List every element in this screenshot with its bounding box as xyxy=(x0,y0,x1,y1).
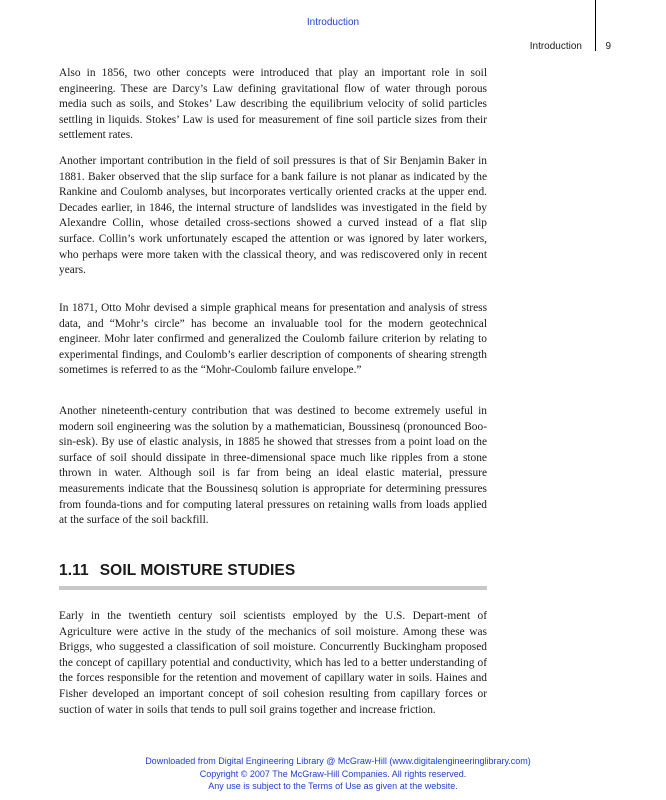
top-chapter-link[interactable]: Introduction xyxy=(306,17,360,28)
header-vertical-rule xyxy=(595,0,596,51)
paragraph-soil-moisture: Early in the twentieth century soil scientists employed by the U.S. Depart-ment of Agriculture were active in the study of the mechanics of soil moisture. Among these was Briggs, who suggested a classification of soil moisture. Concurrently Buckingham proposed the concept of capillary potential and conductivity, which has led to a better understanding of the forces responsible for the retention and movement of capillary water in soils. Haines and Fisher developed an important concept of soil cohesion resulting from capillary forces or suction of water in soils that tends to pull soil grains together and increase friction. xyxy=(59,610,487,716)
page-number: 9 xyxy=(605,41,611,52)
paragraph-mohr: In 1871, Otto Mohr devised a simple graphical means for presentation and analysis of stress data, and “Mohr’s circle” has become an invaluable tool for the modern geotechnical engineer. Mohr later confirmed and generalized the Coulomb failure criterion by relating to experimental findings, and Coulomb’s earlier description of components of shearing strength sometimes is referred to as the “Mohr-Coulomb failure envelope.” xyxy=(59,302,487,377)
footer-copyright[interactable]: Copyright © 2007 The McGraw-Hill Companies. All rights reserved. xyxy=(199,768,467,779)
footer xyxy=(0,755,666,793)
section-heading xyxy=(59,562,295,580)
paragraph-baker-collin: Another important contribution in the field of soil pressures is that of Sir Benjamin Baker in 1881. Baker observed that the slip surface for a bank failure is not planar as indicated by the Rankine and Coulomb analyses, but incorporates vertically oriented cracks at the upper end. Decades earlier, in 1846, the internal structure of landslides was investigated in the field by Alexandre Collin, whose detailed cross-sections showed a curved instead of a flat slip surface. Collin’s work unfortunately escaped the attention or was ignored by later workers, who perhaps were more taken with the classical theory, and was rediscovered only in recent years. xyxy=(59,155,487,277)
section-title: SOIL MOISTURE STUDIES xyxy=(99,562,296,579)
running-header xyxy=(0,40,666,54)
footer-download-link[interactable]: Downloaded from Digital Engineering Library @ McGraw-Hill (www.digitalengineeringlibrary.com) xyxy=(145,756,531,766)
running-header-title: Introduction xyxy=(529,41,582,52)
footer-terms[interactable]: Any use is subject to the Terms of Use as given at the website. xyxy=(208,781,458,791)
section-rule xyxy=(59,586,487,590)
section-number: 1.11 xyxy=(59,562,89,579)
paragraph-darcy-stokes: Also in 1856, two other concepts were introduced that play an important role in soil engineering. These are Darcy’s Law defining gravitational flow of water through porous media such as soils, and Stokes’ Law describing the equilibrium velocity of solid particles settling in liquids. Stokes’ Law is used for measurement of fine soil particle sizes from their settlement rates. xyxy=(59,67,487,142)
paragraph-boussinesq: Another nineteenth-century contribution that was destined to become extremely useful in modern soil engineering was the solution by a mathematician, Boussinesq (pronounced Boo-sin-esk). By use of elastic analysis, in 1885 he showed that stresses from a point load on the surface of soil should dissipate in three-dimensional space much like ripples from a stone thrown in water. Although soil is far from being an ideal elastic material, pressure measurements indicate that the Boussinesq solution is appropriate for determining pressures from founda-tions and for computing lateral pressures on retaining walls from loads applied at the surface of the soil backfill. xyxy=(59,405,487,527)
